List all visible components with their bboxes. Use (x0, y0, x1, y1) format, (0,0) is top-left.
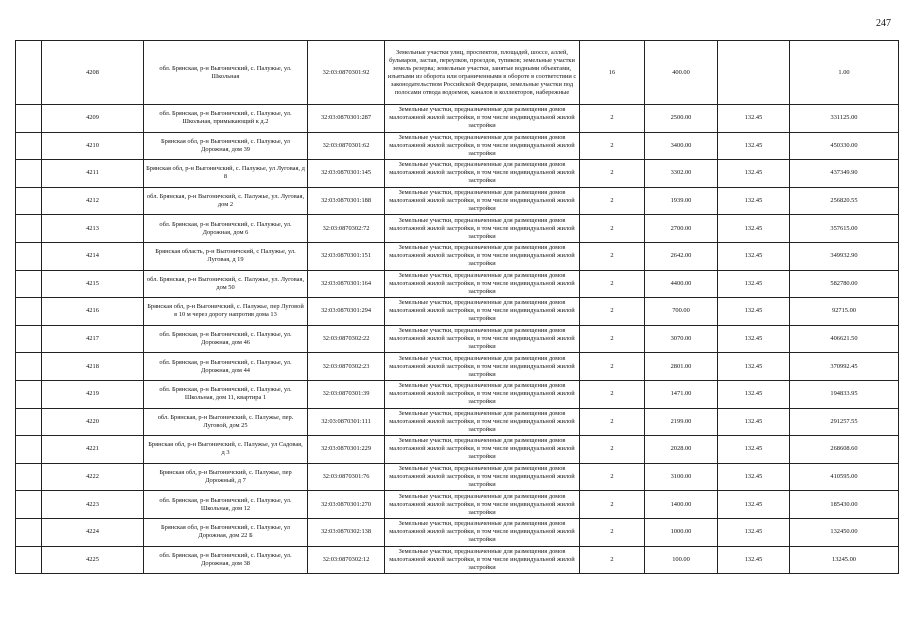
rate-cell: 132.45 (718, 132, 790, 160)
rate-cell: 132.45 (718, 298, 790, 326)
rate-cell: 132.45 (718, 463, 790, 491)
cadastral-value-cell: 13245.00 (790, 546, 899, 574)
land-use-cell: Земельные участки, предназначенные для размещения домов малоэтажной жилой застройки, в том числе индивидуальной жилой застройки (385, 187, 580, 215)
cadastral-number-cell: 32:03:0870301:62 (308, 132, 385, 160)
area-cell: 3400.00 (645, 132, 718, 160)
cadastral-value-cell: 437349.90 (790, 160, 899, 188)
area-cell: 2700.00 (645, 215, 718, 243)
cadastral-number-cell: 32:03:0870301:92 (308, 41, 385, 105)
cadastral-number-cell: 32:03:0870301:39 (308, 380, 385, 408)
row-number: 4216 (42, 298, 144, 326)
blank-cell (16, 215, 42, 243)
group-cell: 2 (580, 325, 645, 353)
row-number: 4223 (42, 491, 144, 519)
table-row (16, 546, 899, 574)
address-cell: Брянская обл, р-н Выгоничский, с. Палужье, ул Дорожная, дом 22 Б (144, 518, 308, 546)
blank-cell (16, 187, 42, 215)
rate-cell: 132.45 (718, 215, 790, 243)
group-cell: 2 (580, 215, 645, 243)
land-use-cell: Земельные участки, предназначенные для размещения домов малоэтажной жилой застройки, в том числе индивидуальной жилой застройки (385, 298, 580, 326)
blank-cell (16, 242, 42, 270)
land-use-cell: Земельные участки, предназначенные для размещения домов малоэтажной жилой застройки, в том числе индивидуальной жилой застройки (385, 518, 580, 546)
row-number: 4220 (42, 408, 144, 436)
address-cell: Брянская обл, р-н Выгоничский, с. Палужье, ул Луговая, д 8 (144, 160, 308, 188)
blank-cell (16, 463, 42, 491)
row-number: 4212 (42, 187, 144, 215)
table-row (16, 325, 899, 353)
group-cell: 2 (580, 353, 645, 381)
rate-cell: 132.45 (718, 270, 790, 298)
table-row (16, 491, 899, 519)
land-use-cell: Земельные участки, предназначенные для размещения домов малоэтажной жилой застройки, в том числе индивидуальной жилой застройки (385, 215, 580, 243)
row-number: 4221 (42, 436, 144, 464)
table-row (16, 132, 899, 160)
cadastral-value-cell: 370992.45 (790, 353, 899, 381)
cadastral-number-cell: 32:03:0870301:229 (308, 436, 385, 464)
cadastral-number-cell: 32:03:0870302:22 (308, 325, 385, 353)
rate-cell: 132.45 (718, 518, 790, 546)
area-cell: 2199.00 (645, 408, 718, 436)
group-cell: 2 (580, 298, 645, 326)
cadastral-value-cell: 582780.00 (790, 270, 899, 298)
land-use-cell: Земельные участки, предназначенные для размещения домов малоэтажной жилой застройки, в том числе индивидуальной жилой застройки (385, 436, 580, 464)
cadastral-number-cell: 32:03:0870302:23 (308, 353, 385, 381)
cadastral-value-table (15, 40, 899, 574)
cadastral-number-cell: 32:03:0870301:145 (308, 160, 385, 188)
address-cell: Брянская обл, р-н Выгоничский, с. Палужье, пер Дорожный, д 7 (144, 463, 308, 491)
address-cell: обл. Брянская, р-н Выгоничский, с. Палужье, ул. Школьная (144, 41, 308, 105)
group-cell: 2 (580, 270, 645, 298)
land-use-cell: Земельные участки, предназначенные для размещения домов малоэтажной жилой застройки, в том числе индивидуальной жилой застройки (385, 546, 580, 574)
blank-cell (16, 353, 42, 381)
area-cell: 4400.00 (645, 270, 718, 298)
cadastral-value-cell: 450330.00 (790, 132, 899, 160)
row-number: 4210 (42, 132, 144, 160)
cadastral-value-cell: 331125.00 (790, 105, 899, 133)
row-number: 4213 (42, 215, 144, 243)
area-cell: 2500.00 (645, 105, 718, 133)
table-row (16, 518, 899, 546)
table-row (16, 463, 899, 491)
group-cell: 2 (580, 463, 645, 491)
area-cell: 1000.00 (645, 518, 718, 546)
rate-cell: 132.45 (718, 380, 790, 408)
table-row (16, 41, 899, 105)
row-number: 4222 (42, 463, 144, 491)
area-cell: 1471.00 (645, 380, 718, 408)
address-cell: Брянская обл, р-н Выгоничский, с. Палужье, ул Дорожная, дом 39 (144, 132, 308, 160)
address-cell: обл. Брянская, р-н Выгоничский, с. Палужье, ул. Дорожная, дом 44 (144, 353, 308, 381)
cadastral-number-cell: 32:03:0870302:72 (308, 215, 385, 243)
group-cell: 2 (580, 380, 645, 408)
cadastral-value-cell: 132450.00 (790, 518, 899, 546)
cadastral-value-cell: 291257.55 (790, 408, 899, 436)
blank-cell (16, 491, 42, 519)
rate-cell: 132.45 (718, 325, 790, 353)
row-number: 4214 (42, 242, 144, 270)
address-cell: Брянская обл, р-н Выгоничский, с. Палужье, пер Луговой в 10 м через дорогу напротив дома 13 (144, 298, 308, 326)
table-row (16, 436, 899, 464)
area-cell: 3100.00 (645, 463, 718, 491)
page-number: 247 (876, 18, 891, 29)
group-cell: 2 (580, 491, 645, 519)
table-row (16, 242, 899, 270)
address-cell: обл. Брянская, р-н Выгоничский, с. Палужье, ул. Дорожная, дом 38 (144, 546, 308, 574)
group-cell: 16 (580, 41, 645, 105)
rate-cell (718, 41, 790, 105)
group-cell: 2 (580, 518, 645, 546)
table-body (16, 41, 899, 574)
cadastral-value-cell: 1.00 (790, 41, 899, 105)
cadastral-number-cell: 32:03:0870301:76 (308, 463, 385, 491)
row-number: 4217 (42, 325, 144, 353)
blank-cell (16, 41, 42, 105)
table-row (16, 105, 899, 133)
rate-cell: 132.45 (718, 408, 790, 436)
cadastral-value-cell: 349932.90 (790, 242, 899, 270)
address-cell: Брянская обл, р-н Выгоничский, с. Палужье, ул Садовая, д 3 (144, 436, 308, 464)
blank-cell (16, 105, 42, 133)
row-number: 4218 (42, 353, 144, 381)
address-cell: обл. Брянская, р-н Выгоничский, с. Палужье, пер. Луговой, дом 25 (144, 408, 308, 436)
group-cell: 2 (580, 546, 645, 574)
table-row (16, 187, 899, 215)
group-cell: 2 (580, 160, 645, 188)
area-cell: 2028.00 (645, 436, 718, 464)
cadastral-value-cell: 256820.55 (790, 187, 899, 215)
table-row (16, 353, 899, 381)
blank-cell (16, 436, 42, 464)
land-use-cell: Земельные участки, предназначенные для размещения домов малоэтажной жилой застройки, в том числе индивидуальной жилой застройки (385, 353, 580, 381)
land-use-cell: Земельные участки, предназначенные для размещения домов малоэтажной жилой застройки, в том числе индивидуальной жилой застройки (385, 105, 580, 133)
area-cell: 100.00 (645, 546, 718, 574)
cadastral-value-cell: 268608.60 (790, 436, 899, 464)
cadastral-number-cell: 32:03:0870302:12 (308, 546, 385, 574)
group-cell: 2 (580, 132, 645, 160)
address-cell: обл. Брянская, р-н Выгоничский, с. Палужье, ул. Школьная, дом 12 (144, 491, 308, 519)
group-cell: 2 (580, 242, 645, 270)
area-cell: 400.00 (645, 41, 718, 105)
rate-cell: 132.45 (718, 187, 790, 215)
group-cell: 2 (580, 187, 645, 215)
land-use-cell: Земельные участки, предназначенные для размещения домов малоэтажной жилой застройки, в том числе индивидуальной жилой застройки (385, 270, 580, 298)
land-use-cell: Земельные участки, предназначенные для размещения домов малоэтажной жилой застройки, в том числе индивидуальной жилой застройки (385, 132, 580, 160)
blank-cell (16, 546, 42, 574)
land-use-cell: Земельные участки, предназначенные для размещения домов малоэтажной жилой застройки, в том числе индивидуальной жилой застройки (385, 463, 580, 491)
address-cell: обл. Брянская, р-н Выгоничский, с. Палужье, ул. Дорожная, дом 6 (144, 215, 308, 243)
row-number: 4219 (42, 380, 144, 408)
blank-cell (16, 408, 42, 436)
row-number: 4224 (42, 518, 144, 546)
land-use-cell: Земельные участки, предназначенные для размещения домов малоэтажной жилой застройки, в том числе индивидуальной жилой застройки (385, 242, 580, 270)
rate-cell: 132.45 (718, 546, 790, 574)
cadastral-value-cell: 406621.50 (790, 325, 899, 353)
cadastral-number-cell: 32:03:0870301:270 (308, 491, 385, 519)
cadastral-value-cell: 185430.00 (790, 491, 899, 519)
rate-cell: 132.45 (718, 105, 790, 133)
land-use-cell: Земельные участки, предназначенные для размещения домов малоэтажной жилой застройки, в том числе индивидуальной жилой застройки (385, 160, 580, 188)
area-cell: 3070.00 (645, 325, 718, 353)
cadastral-number-cell: 32:03:0870301:151 (308, 242, 385, 270)
cadastral-number-cell: 32:03:0870301:188 (308, 187, 385, 215)
table-row (16, 160, 899, 188)
row-number: 4211 (42, 160, 144, 188)
blank-cell (16, 270, 42, 298)
cadastral-value-cell: 194833.95 (790, 380, 899, 408)
address-cell: обл. Брянская, р-н Выгоничский, с. Палужье, ул. Школьная, примыкающий к д.2 (144, 105, 308, 133)
address-cell: обл. Брянская, р-н Выгоничский, с. Палужье, ул. Луговая, дом 2 (144, 187, 308, 215)
row-number: 4208 (42, 41, 144, 105)
cadastral-value-cell: 357615.00 (790, 215, 899, 243)
land-use-cell: Земельные участки, предназначенные для размещения домов малоэтажной жилой застройки, в том числе индивидуальной жилой застройки (385, 380, 580, 408)
address-cell: обл. Брянская, р-н Выгоничский, с. Палужье, ул. Школьная, дом 11, квартира 1 (144, 380, 308, 408)
cadastral-number-cell: 32:03:0870302:138 (308, 518, 385, 546)
area-cell: 3302.00 (645, 160, 718, 188)
land-use-cell: Земельные участки, предназначенные для размещения домов малоэтажной жилой застройки, в том числе индивидуальной жилой застройки (385, 325, 580, 353)
cadastral-number-cell: 32:03:0870301:164 (308, 270, 385, 298)
rate-cell: 132.45 (718, 242, 790, 270)
row-number: 4225 (42, 546, 144, 574)
row-number: 4209 (42, 105, 144, 133)
blank-cell (16, 518, 42, 546)
group-cell: 2 (580, 436, 645, 464)
rate-cell: 132.45 (718, 491, 790, 519)
area-cell: 2801.00 (645, 353, 718, 381)
blank-cell (16, 298, 42, 326)
land-use-cell: Земельные участки улиц, проспектов, площадей, шоссе, аллей, бульваров, застав, переулков, проездов, тупиков; земельные участки земель резерва; земельные участки, занятые водными объектами, изъятыми из оборота или ограниченными в обороте в соответствии с законодательством Российской Федерации, земельные участки под полосами отвода водоемов, каналов и коллекторов, набережные (385, 41, 580, 105)
rate-cell: 132.45 (718, 436, 790, 464)
table-row (16, 408, 899, 436)
table-row (16, 270, 899, 298)
address-cell: Брянская область, р-н Выгоничский, с Палужье, ул. Луговая, д 19 (144, 242, 308, 270)
area-cell: 1400.00 (645, 491, 718, 519)
rate-cell: 132.45 (718, 353, 790, 381)
blank-cell (16, 132, 42, 160)
cadastral-number-cell: 32:03:0870301:294 (308, 298, 385, 326)
cadastral-number-cell: 32:03:0870301:111 (308, 408, 385, 436)
rate-cell: 132.45 (718, 160, 790, 188)
cadastral-value-cell: 410595.00 (790, 463, 899, 491)
group-cell: 2 (580, 105, 645, 133)
area-cell: 2642.00 (645, 242, 718, 270)
blank-cell (16, 380, 42, 408)
address-cell: обл. Брянская, р-н Выгоничский, с. Палужье, ул. Луговая, дом 50 (144, 270, 308, 298)
land-use-cell: Земельные участки, предназначенные для размещения домов малоэтажной жилой застройки, в том числе индивидуальной жилой застройки (385, 491, 580, 519)
group-cell: 2 (580, 408, 645, 436)
address-cell: обл. Брянская, р-н Выгоничский, с. Палужье, ул. Дорожная, дом 46 (144, 325, 308, 353)
row-number: 4215 (42, 270, 144, 298)
cadastral-value-cell: 92715.00 (790, 298, 899, 326)
table-row (16, 215, 899, 243)
cadastral-number-cell: 32:03:0870301:287 (308, 105, 385, 133)
table-row (16, 298, 899, 326)
table-row (16, 380, 899, 408)
blank-cell (16, 325, 42, 353)
area-cell: 700.00 (645, 298, 718, 326)
land-use-cell: Земельные участки, предназначенные для размещения домов малоэтажной жилой застройки, в том числе индивидуальной жилой застройки (385, 408, 580, 436)
area-cell: 1939.00 (645, 187, 718, 215)
blank-cell (16, 160, 42, 188)
